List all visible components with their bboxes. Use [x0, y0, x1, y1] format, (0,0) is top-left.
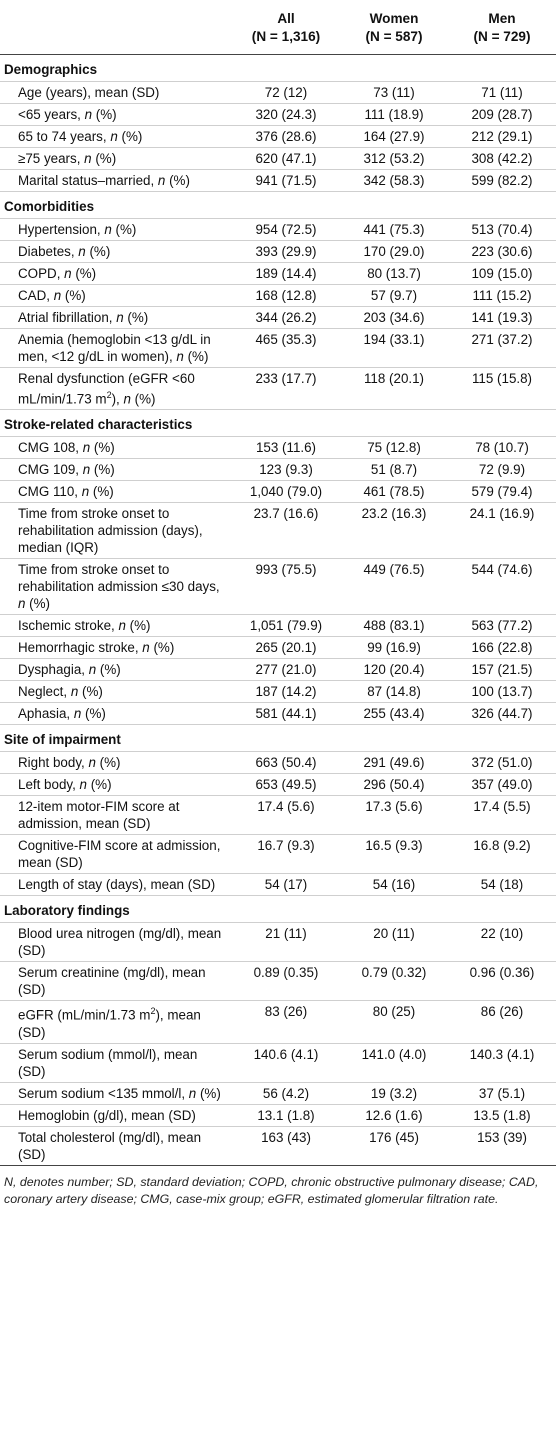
- table-row: [0, 703, 556, 725]
- cell-women: 120 (20.4): [340, 659, 448, 681]
- cell-all: 393 (29.9): [232, 241, 340, 263]
- cell-all: 13.1 (1.8): [232, 1104, 340, 1126]
- cell-women: 111 (18.9): [340, 104, 448, 126]
- cell-all: 620 (47.1): [232, 148, 340, 170]
- row-label: Neglect, n (%): [0, 681, 232, 703]
- section-title: Stroke-related characteristics: [0, 410, 556, 437]
- cell-women: 80 (13.7): [340, 263, 448, 285]
- row-label: Hemorrhagic stroke, n (%): [0, 637, 232, 659]
- cell-men: 71 (11): [448, 82, 556, 104]
- cell-all: 465 (35.3): [232, 329, 340, 368]
- cell-all: 23.7 (16.6): [232, 503, 340, 559]
- table-row: [0, 82, 556, 104]
- row-label: Marital status–married, n (%): [0, 170, 232, 192]
- header-women-title: Women: [369, 11, 419, 26]
- cell-all: 376 (28.6): [232, 126, 340, 148]
- cell-all: 21 (11): [232, 923, 340, 962]
- row-label: Diabetes, n (%): [0, 241, 232, 263]
- table-row: [0, 874, 556, 896]
- cell-women: 461 (78.5): [340, 481, 448, 503]
- table-row: [0, 219, 556, 241]
- cell-men: 0.96 (0.36): [448, 962, 556, 1001]
- cell-men: 17.4 (5.5): [448, 796, 556, 835]
- cell-men: 72 (9.9): [448, 459, 556, 481]
- row-label: CMG 110, n (%): [0, 481, 232, 503]
- cell-women: 87 (14.8): [340, 681, 448, 703]
- cell-women: 449 (76.5): [340, 559, 448, 615]
- section-header: [0, 896, 556, 923]
- cell-women: 291 (49.6): [340, 752, 448, 774]
- table-row: [0, 241, 556, 263]
- cell-all: 140.6 (4.1): [232, 1043, 340, 1082]
- cell-women: 194 (33.1): [340, 329, 448, 368]
- cell-women: 80 (25): [340, 1001, 448, 1043]
- cell-women: 170 (29.0): [340, 241, 448, 263]
- cell-men: 326 (44.7): [448, 703, 556, 725]
- section-title: Demographics: [0, 55, 556, 82]
- cell-women: 19 (3.2): [340, 1082, 448, 1104]
- row-label: Age (years), mean (SD): [0, 82, 232, 104]
- cell-men: 140.3 (4.1): [448, 1043, 556, 1082]
- cell-all: 1,051 (79.9): [232, 615, 340, 637]
- cell-all: 1,040 (79.0): [232, 481, 340, 503]
- cell-men: 100 (13.7): [448, 681, 556, 703]
- section-title: Laboratory findings: [0, 896, 556, 923]
- cell-women: 141.0 (4.0): [340, 1043, 448, 1082]
- cell-men: 16.8 (9.2): [448, 835, 556, 874]
- row-label: CMG 109, n (%): [0, 459, 232, 481]
- table-row: [0, 437, 556, 459]
- table-row: [0, 752, 556, 774]
- table-row: [0, 1082, 556, 1104]
- cell-all: 277 (21.0): [232, 659, 340, 681]
- row-label: Length of stay (days), mean (SD): [0, 874, 232, 896]
- cell-men: 513 (70.4): [448, 219, 556, 241]
- header-row: [0, 0, 556, 55]
- cell-women: 99 (16.9): [340, 637, 448, 659]
- table-row: [0, 503, 556, 559]
- cell-all: 344 (26.2): [232, 307, 340, 329]
- section-title: Comorbidities: [0, 192, 556, 219]
- row-label: Right body, n (%): [0, 752, 232, 774]
- cell-all: 123 (9.3): [232, 459, 340, 481]
- cell-men: 209 (28.7): [448, 104, 556, 126]
- header-men-title: Men: [488, 11, 516, 26]
- cell-all: 954 (72.5): [232, 219, 340, 241]
- table-row: [0, 481, 556, 503]
- cell-all: 163 (43): [232, 1126, 340, 1165]
- cell-men: 86 (26): [448, 1001, 556, 1043]
- cell-all: 233 (17.7): [232, 368, 340, 410]
- row-label: Hemoglobin (g/dl), mean (SD): [0, 1104, 232, 1126]
- cell-men: 141 (19.3): [448, 307, 556, 329]
- cell-men: 544 (74.6): [448, 559, 556, 615]
- header-all: [232, 0, 340, 55]
- cell-all: 17.4 (5.6): [232, 796, 340, 835]
- cell-men: 308 (42.2): [448, 148, 556, 170]
- cell-women: 0.79 (0.32): [340, 962, 448, 1001]
- table-row: [0, 1104, 556, 1126]
- table-row: [0, 104, 556, 126]
- cell-women: 12.6 (1.6): [340, 1104, 448, 1126]
- row-label: Ischemic stroke, n (%): [0, 615, 232, 637]
- cell-all: 168 (12.8): [232, 285, 340, 307]
- header-women-n: (N = 587): [365, 29, 423, 44]
- row-label: Total cholesterol (mg/dl), mean (SD): [0, 1126, 232, 1165]
- cell-women: 57 (9.7): [340, 285, 448, 307]
- cell-men: 157 (21.5): [448, 659, 556, 681]
- table-row: [0, 263, 556, 285]
- table-row: [0, 774, 556, 796]
- cell-men: 111 (15.2): [448, 285, 556, 307]
- cell-women: 75 (12.8): [340, 437, 448, 459]
- row-label: ≥75 years, n (%): [0, 148, 232, 170]
- cell-women: 54 (16): [340, 874, 448, 896]
- cell-all: 265 (20.1): [232, 637, 340, 659]
- table-row: [0, 285, 556, 307]
- cell-women: 312 (53.2): [340, 148, 448, 170]
- cell-all: 581 (44.1): [232, 703, 340, 725]
- table-row: [0, 923, 556, 962]
- cell-men: 153 (39): [448, 1126, 556, 1165]
- header-all-n: (N = 1,316): [251, 29, 321, 44]
- cell-men: 22 (10): [448, 923, 556, 962]
- row-label: COPD, n (%): [0, 263, 232, 285]
- header-women: [340, 0, 448, 55]
- row-label: Time from stroke onset to rehabilitation admission ≤30 days, n (%): [0, 559, 232, 615]
- section-header: [0, 192, 556, 219]
- cell-women: 203 (34.6): [340, 307, 448, 329]
- cell-men: 109 (15.0): [448, 263, 556, 285]
- cell-men: 357 (49.0): [448, 774, 556, 796]
- cell-women: 296 (50.4): [340, 774, 448, 796]
- cell-women: 118 (20.1): [340, 368, 448, 410]
- row-label: Left body, n (%): [0, 774, 232, 796]
- cell-all: 187 (14.2): [232, 681, 340, 703]
- row-label: Blood urea nitrogen (mg/dl), mean (SD): [0, 923, 232, 962]
- cell-all: 83 (26): [232, 1001, 340, 1043]
- cell-men: 166 (22.8): [448, 637, 556, 659]
- cell-all: 54 (17): [232, 874, 340, 896]
- header-blank: [0, 0, 232, 55]
- table-row: [0, 637, 556, 659]
- table-row: [0, 659, 556, 681]
- cell-all: 72 (12): [232, 82, 340, 104]
- cell-women: 255 (43.4): [340, 703, 448, 725]
- row-label: Time from stroke onset to rehabilitation admission (days), median (IQR): [0, 503, 232, 559]
- table-row: [0, 796, 556, 835]
- cell-women: 488 (83.1): [340, 615, 448, 637]
- cell-men: 212 (29.1): [448, 126, 556, 148]
- header-men: [448, 0, 556, 55]
- cell-men: 579 (79.4): [448, 481, 556, 503]
- table-row: [0, 681, 556, 703]
- table-row: [0, 329, 556, 368]
- cell-all: 653 (49.5): [232, 774, 340, 796]
- cell-men: 372 (51.0): [448, 752, 556, 774]
- cell-women: 23.2 (16.3): [340, 503, 448, 559]
- row-label: Serum sodium <135 mmol/l, n (%): [0, 1082, 232, 1104]
- row-label: Aphasia, n (%): [0, 703, 232, 725]
- cell-women: 342 (58.3): [340, 170, 448, 192]
- cell-men: 563 (77.2): [448, 615, 556, 637]
- row-label: Renal dysfunction (eGFR <60 mL/min/1.73 $m^2$), n (%): [0, 368, 232, 410]
- section-title: Site of impairment: [0, 725, 556, 752]
- row-label: CAD, n (%): [0, 285, 232, 307]
- table-row: [0, 307, 556, 329]
- cell-men: 13.5 (1.8): [448, 1104, 556, 1126]
- header-all-title: All: [277, 11, 295, 26]
- cell-women: 73 (11): [340, 82, 448, 104]
- row-label: Anemia (hemoglobin <13 g/dL in men, <12 g/dL in women), n (%): [0, 329, 232, 368]
- row-label: eGFR (mL/min/1.73 $m^2$), mean (SD): [0, 1001, 232, 1043]
- cell-all: 153 (11.6): [232, 437, 340, 459]
- row-label: Serum sodium (mmol/l), mean (SD): [0, 1043, 232, 1082]
- cell-women: 51 (8.7): [340, 459, 448, 481]
- table-row: [0, 962, 556, 1001]
- table-footnote: N, denotes number; SD, standard deviation; COPD, chronic obstructive pulmonary disease; CAD, coronary artery disease; CMG, case-mix group; eGFR, estimated glomerular filtration rate.: [4, 1174, 539, 1206]
- cell-women: 164 (27.9): [340, 126, 448, 148]
- cell-all: 320 (24.3): [232, 104, 340, 126]
- cell-all: 56 (4.2): [232, 1082, 340, 1104]
- table-row: [0, 170, 556, 192]
- table-row: [0, 1126, 556, 1165]
- row-label: Serum creatinine (mg/dl), mean (SD): [0, 962, 232, 1001]
- table-row: [0, 835, 556, 874]
- table-row: [0, 559, 556, 615]
- cell-men: 37 (5.1): [448, 1082, 556, 1104]
- row-label: Atrial fibrillation, n (%): [0, 307, 232, 329]
- cell-men: 115 (15.8): [448, 368, 556, 410]
- cell-men: 24.1 (16.9): [448, 503, 556, 559]
- cell-women: 17.3 (5.6): [340, 796, 448, 835]
- cell-men: 78 (10.7): [448, 437, 556, 459]
- cell-women: 441 (75.3): [340, 219, 448, 241]
- cell-men: 223 (30.6): [448, 241, 556, 263]
- table-row: [0, 1001, 556, 1043]
- cell-women: 176 (45): [340, 1126, 448, 1165]
- table-body: [0, 55, 556, 1166]
- cell-all: 993 (75.5): [232, 559, 340, 615]
- table-row: [0, 1043, 556, 1082]
- row-label: <65 years, n (%): [0, 104, 232, 126]
- cell-all: 189 (14.4): [232, 263, 340, 285]
- cell-men: 54 (18): [448, 874, 556, 896]
- row-label: CMG 108, n (%): [0, 437, 232, 459]
- table-row: [0, 615, 556, 637]
- cell-women: 20 (11): [340, 923, 448, 962]
- cell-women: 16.5 (9.3): [340, 835, 448, 874]
- cell-all: 16.7 (9.3): [232, 835, 340, 874]
- table-row: [0, 459, 556, 481]
- header-men-n: (N = 729): [473, 29, 531, 44]
- row-label: Dysphagia, n (%): [0, 659, 232, 681]
- section-header: [0, 410, 556, 437]
- cell-men: 599 (82.2): [448, 170, 556, 192]
- cell-men: 271 (37.2): [448, 329, 556, 368]
- section-header: [0, 55, 556, 82]
- section-header: [0, 725, 556, 752]
- table-row: [0, 148, 556, 170]
- table-row: [0, 126, 556, 148]
- cell-all: 0.89 (0.35): [232, 962, 340, 1001]
- row-label: Cognitive-FIM score at admission, mean (SD): [0, 835, 232, 874]
- row-label: 65 to 74 years, n (%): [0, 126, 232, 148]
- row-label: Hypertension, n (%): [0, 219, 232, 241]
- row-label: 12-item motor-FIM score at admission, mean (SD): [0, 796, 232, 835]
- table-row: [0, 368, 556, 410]
- cell-all: 941 (71.5): [232, 170, 340, 192]
- cell-all: 663 (50.4): [232, 752, 340, 774]
